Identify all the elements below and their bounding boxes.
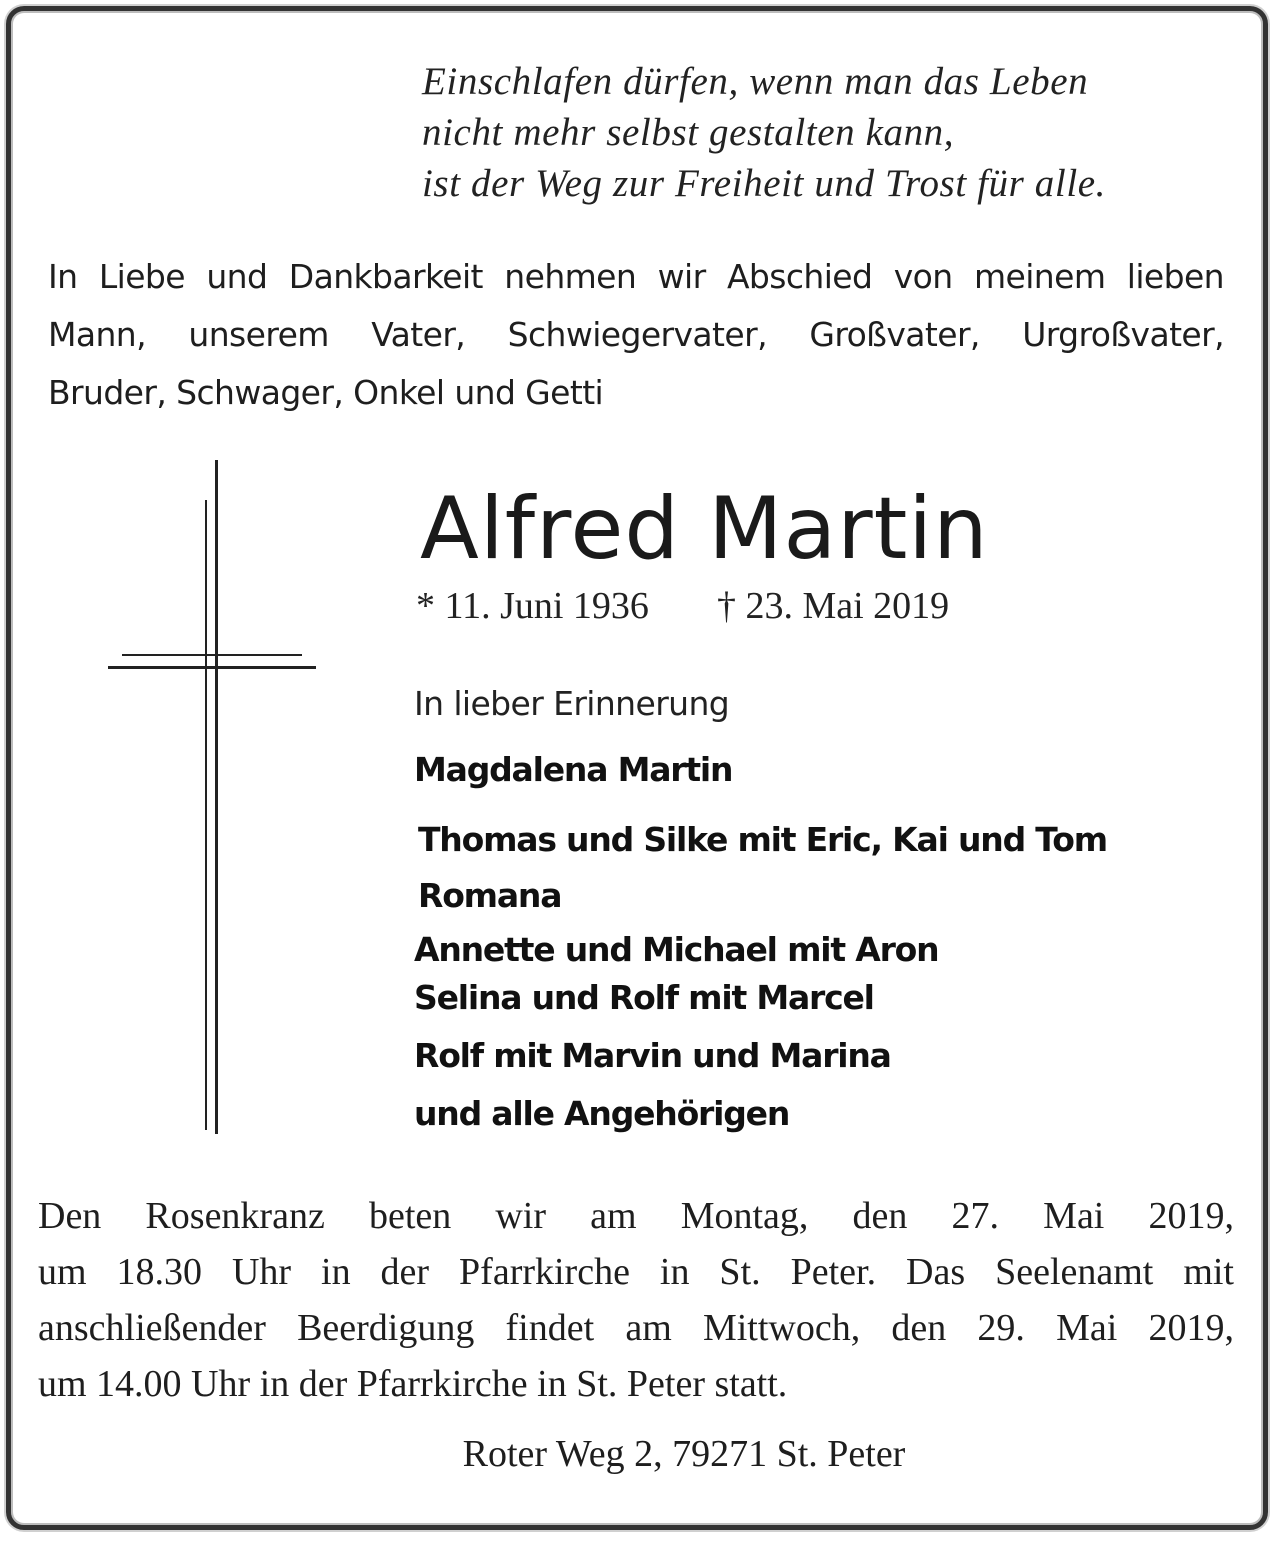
cross-vertical-bar xyxy=(215,460,218,1134)
motto-line: Einschlafen dürfen, wenn man das Leben xyxy=(422,60,1089,103)
memory-label: In lieber Erinnerung xyxy=(414,684,730,723)
mourner-entry: und alle Angehörigen xyxy=(414,1094,790,1133)
motto-line: nicht mehr selbst gestalten kann, xyxy=(422,111,955,154)
deceased-name: Alfred Martin xyxy=(420,479,989,579)
service-line: um 18.30 Uhr in der Pfarrkirche in St. Peter. Das Seelenamt mit xyxy=(38,1251,1234,1293)
service-line: anschließender Beerdigung findet am Mittwoch, den 29. Mai 2019, xyxy=(38,1307,1234,1349)
mourner-entry: Romana xyxy=(418,876,562,915)
address-line: Roter Weg 2, 79271 St. Peter xyxy=(462,1433,906,1475)
intro-line: Mann, unserem Vater, Schwiegervater, Großvater, Urgroßvater, xyxy=(48,315,1224,354)
cross-vertical-bar-inner xyxy=(205,500,207,1130)
mourner-entry: Rolf mit Marvin und Marina xyxy=(414,1036,891,1075)
mourner-entry: Annette und Michael mit Aron xyxy=(414,930,939,969)
birth-date: * 11. Juni 1936 xyxy=(416,585,649,627)
mourner-entry: Thomas und Silke mit Eric, Kai und Tom xyxy=(418,820,1107,859)
life-dates xyxy=(416,582,949,630)
motto-quote xyxy=(422,56,1106,209)
mourner-entry: Magdalena Martin xyxy=(414,750,733,789)
mourner-entry: Selina und Rolf mit Marcel xyxy=(414,978,874,1017)
cross-horizontal-bar-inner xyxy=(122,654,302,656)
intro-paragraph xyxy=(48,248,1224,422)
intro-line: Bruder, Schwager, Onkel und Getti xyxy=(48,373,604,412)
cross-horizontal-bar xyxy=(108,666,316,669)
motto-line: ist der Weg zur Freiheit und Trost für alle. xyxy=(422,162,1107,205)
service-line: Den Rosenkranz beten wir am Montag, den 27. Mai 2019, xyxy=(38,1195,1234,1237)
service-paragraph xyxy=(38,1188,1234,1412)
service-line: um 14.00 Uhr in der Pfarrkirche in St. Peter statt. xyxy=(38,1363,788,1405)
intro-line: In Liebe und Dankbarkeit nehmen wir Abschied von meinem lieben xyxy=(48,257,1224,296)
death-date: † 23. Mai 2019 xyxy=(716,585,950,627)
